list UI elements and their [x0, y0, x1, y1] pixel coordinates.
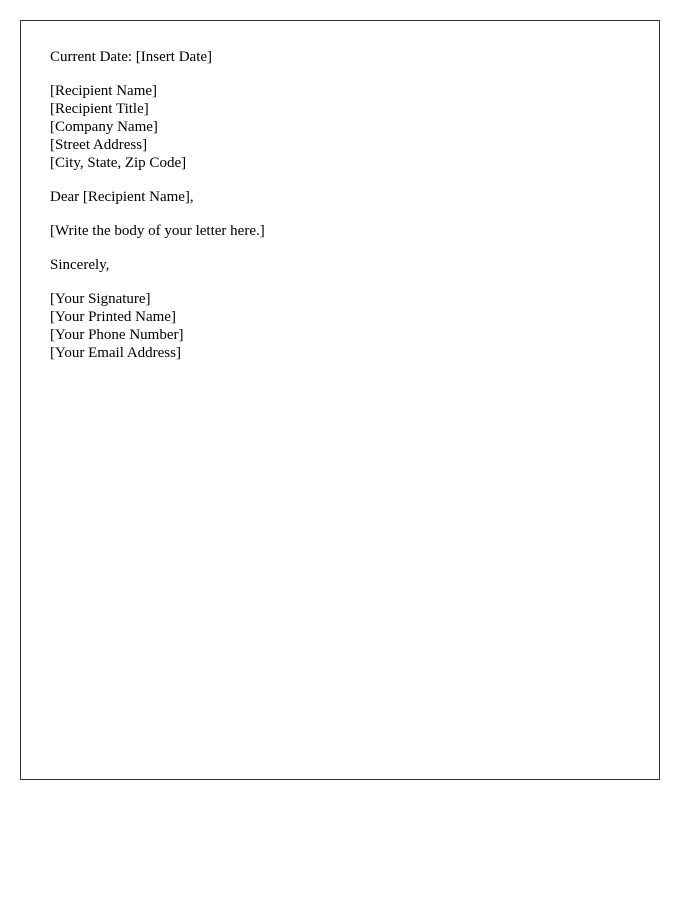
sender-signature: [Your Signature] — [50, 291, 151, 307]
recipient-name: [Recipient Name] — [50, 83, 158, 99]
company-name: [Company Name] — [50, 119, 158, 135]
sender-printed-name: [Your Printed Name] — [50, 309, 176, 325]
sender-email: [Your Email Address] — [50, 345, 181, 361]
letter-body: [Write the body of your letter here.] — [50, 223, 265, 239]
body-block — [50, 222, 630, 240]
salutation: Dear [Recipient Name], — [50, 189, 194, 205]
closing-block — [50, 256, 630, 274]
date-block — [50, 48, 630, 66]
closing: Sincerely, — [50, 257, 110, 273]
sender-phone: [Your Phone Number] — [50, 327, 184, 343]
letter-content — [50, 48, 630, 378]
recipient-title: [Recipient Title] — [50, 101, 149, 117]
recipient-block — [50, 82, 630, 172]
street-address: [Street Address] — [50, 137, 148, 153]
letter-page — [20, 20, 660, 780]
date-line: Current Date: [Insert Date] — [50, 49, 213, 65]
salutation-block — [50, 188, 630, 206]
sender-block — [50, 290, 630, 362]
city-state-zip: [City, State, Zip Code] — [50, 155, 187, 171]
